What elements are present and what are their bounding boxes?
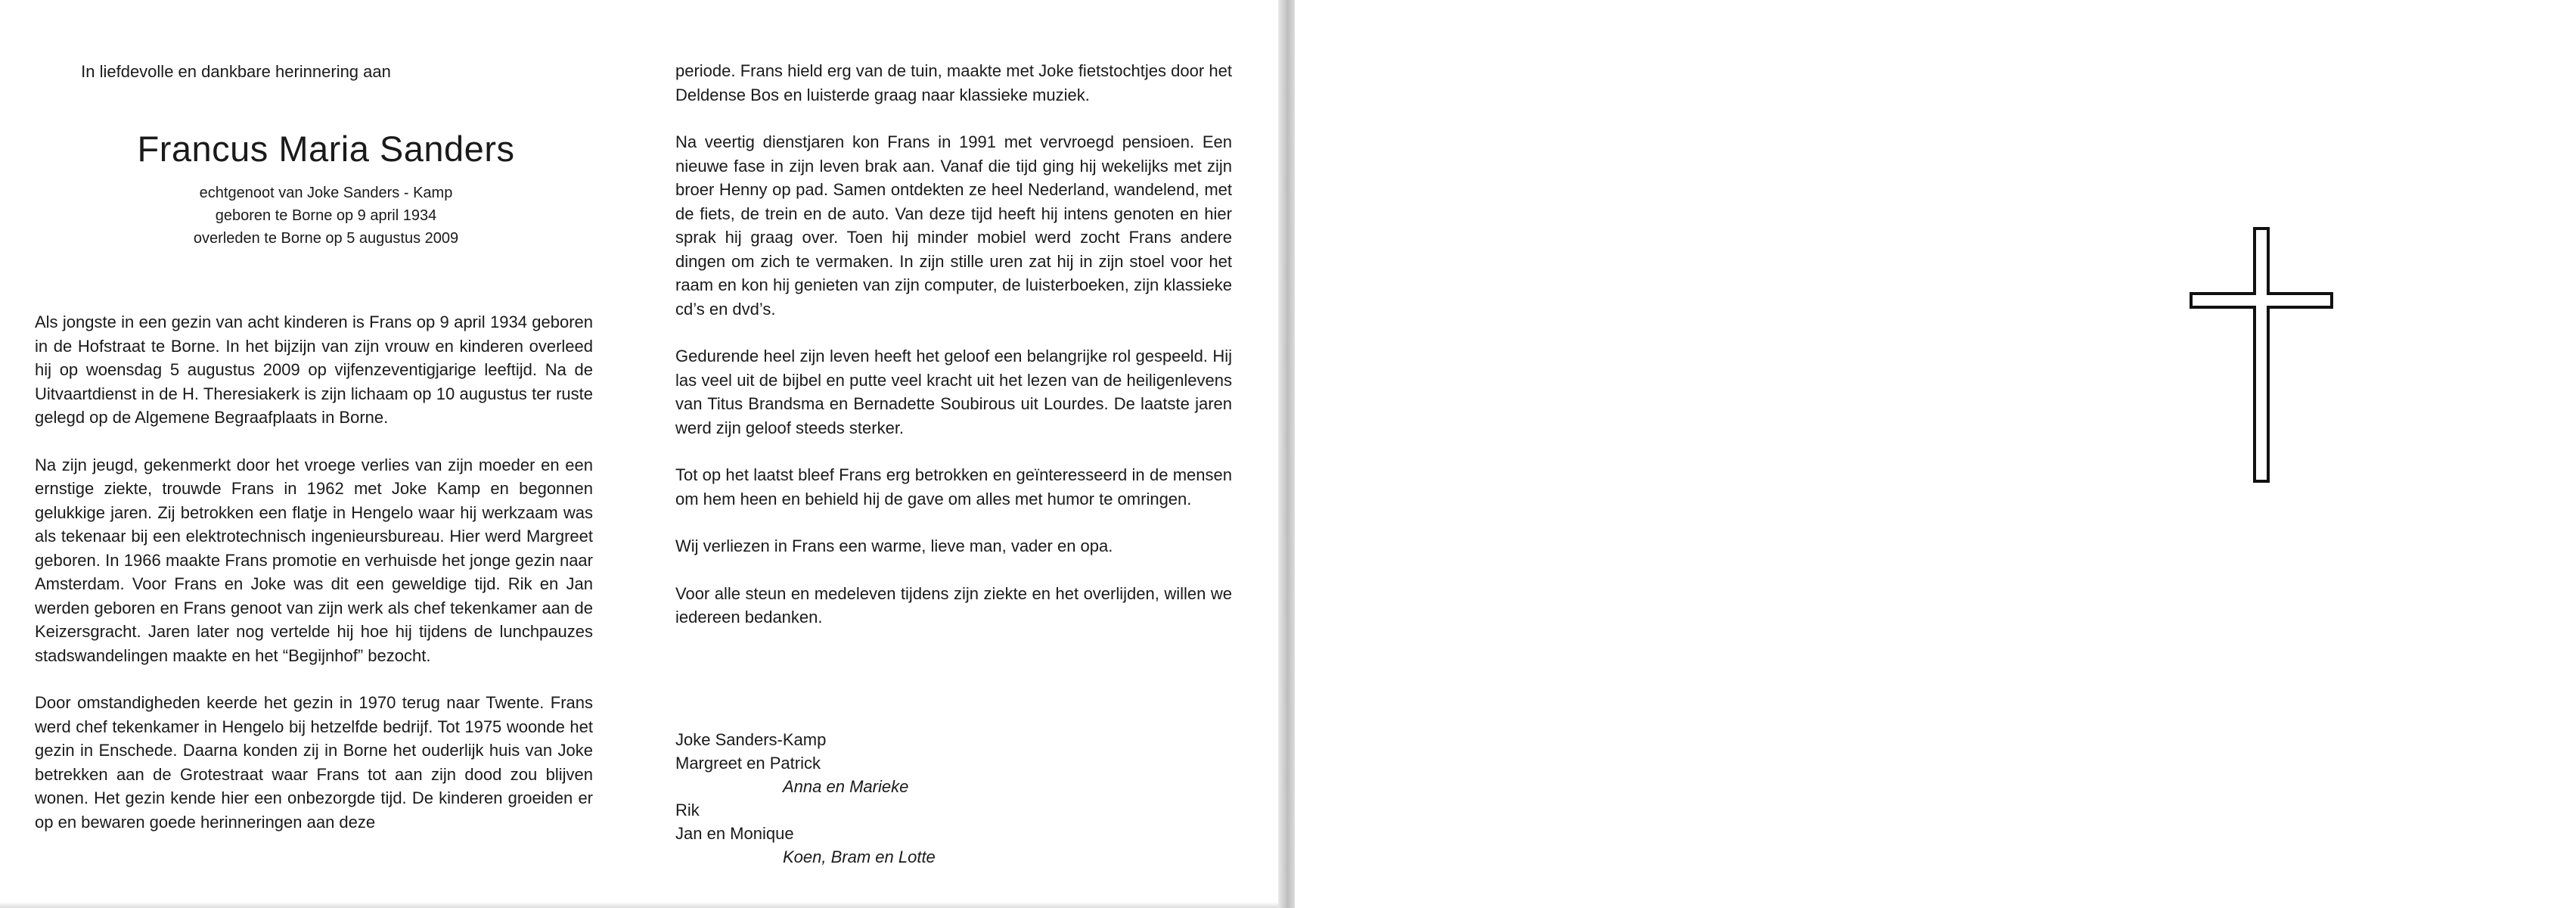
card-bottom-edge <box>0 902 1278 908</box>
continuation-paragraph: Tot op het laatst bleef Frans erg betrokken en geïnteresseerd in de mensen om hem heen en behield hij de gave om alles met humor te omringen. <box>675 465 1232 508</box>
continuation-paragraph: periode. Frans hield erg van de tuin, maakte met Joke fietstochtjes door het Deldense Bos en luisterde graag naar klassieke muziek. <box>675 61 1232 104</box>
continuation-paragraph: Na veertig dienstjaren kon Frans in 1991 met vervroegd pensioen. Een nieuwe fase in zijn leven brak aan. Vanaf die tijd ging hij wekelijks met zijn broer Henny op pad. Samen ontdekten ze heel Nederland, wandelend, met de fiets, de trein en de auto. Van deze tijd heeft hij intens genoten en hier sprak hij graag over. Toen hij minder mobiel werd zocht Frans andere dingen om zich te vermaken. In zijn stille uren zat hij in zijn stoel voor het raam en kon hij genieten van zijn computer, de luisterboeken, zijn klassieke cd’s en dvd’s. <box>675 132 1232 319</box>
grandchildren-line: Koen, Bram en Lotte <box>783 847 936 866</box>
card-fold <box>1278 0 1295 908</box>
deceased-name: Francus Maria Sanders <box>137 129 515 169</box>
family-line: Rik <box>675 801 700 819</box>
biography-paragraph: Als jongste in een gezin van acht kinderen is Frans op 9 april 1934 geboren in de Hofstraat te Borne. In het bijzijn van zijn vrouw en kinderen overleed hij op woensdag 5 augustus 2009 op vijfenzeventigjarige leeftijd. Na de Uitvaartdienst in de H. Theresiakerk is zijn lichaam op 10 augustus ter ruste gelegd op de Algemene Begraafplaats in Borne. <box>35 313 593 427</box>
personal-details <box>35 182 617 250</box>
family-signatures <box>675 728 936 869</box>
death-line: overleden te Borne op 5 augustus 2009 <box>193 230 459 247</box>
latin-cross-icon <box>2190 227 2333 483</box>
spouse-line: echtgenoot van Joke Sanders - Kamp <box>199 185 453 201</box>
continuation-paragraph: Voor alle steun en medeleven tijdens zijn ziekte en het overlijden, willen we iedereen bedanken. <box>675 583 1232 627</box>
biography-column <box>35 310 593 857</box>
continuation-paragraph: Gedurende heel zijn leven heeft het geloof een belangrijke rol gespeeld. Hij las veel uit de bijbel en putte veel kracht uit het lezen van de heiligenlevens van Titus Brandsma en Bernadette Soubirous uit Lourdes. De laatste jaren werd zijn geloof steeds sterker. <box>675 347 1232 437</box>
continuation-paragraph: Wij verliezen in Frans een warme, lieve man, vader en opa. <box>675 536 1113 555</box>
biography-paragraph: Door omstandigheden keerde het gezin in 1970 terug naar Twente. Frans werd chef tekenkamer in Hengelo bij hetzelfde bedrijf. Tot 1975 woonde het gezin in Enschede. Daarna konden zij in Borne het ouderlijk huis van Joke betrekken aan de Grotestraat waar Frans tot aan zijn dood zou blijven wonen. Het gezin kende hier een onbezorgde tijd. De kinderen groeiden er op en bewaren goede herinneringen aan deze <box>35 693 593 832</box>
card-back-page <box>1295 0 2576 908</box>
grandchildren-line: Anna en Marieke <box>783 777 909 796</box>
family-line: Joke Sanders-Kamp <box>675 730 827 749</box>
intro-text: In liefdevolle en dankbare herinnering aan <box>81 62 391 81</box>
intro-heading <box>35 61 593 83</box>
family-line: Jan en Monique <box>675 824 794 843</box>
biography-paragraph: Na zijn jeugd, gekenmerkt door het vroege verlies van zijn moeder en een ernstige ziekte, trouwde Frans in 1962 met Joke Kamp en begonnen gelukkige jaren. Zij betrokken een flatje in Hengelo waar hij werkzaam was als tekenaar bij een elektrotechnisch ingenieursbureau. Hier werd Margreet geboren. In 1966 maakte Frans promotie en verhuisde het jonge gezin naar Amsterdam. Voor Frans en Joke was dit een geweldige tijd. Rik en Jan werden geboren en Frans genoot van zijn werk als chef tekenkamer aan de Keizersgracht. Jaren later nog vertelde hij hoe hij tijdens de lunchpauzes stadswandelingen maakte en het “Begijnhof” bezocht. <box>35 455 593 665</box>
continuation-column <box>675 59 1232 653</box>
birth-line: geboren te Borne op 9 april 1934 <box>215 207 437 224</box>
family-line: Margreet en Patrick <box>675 754 821 773</box>
